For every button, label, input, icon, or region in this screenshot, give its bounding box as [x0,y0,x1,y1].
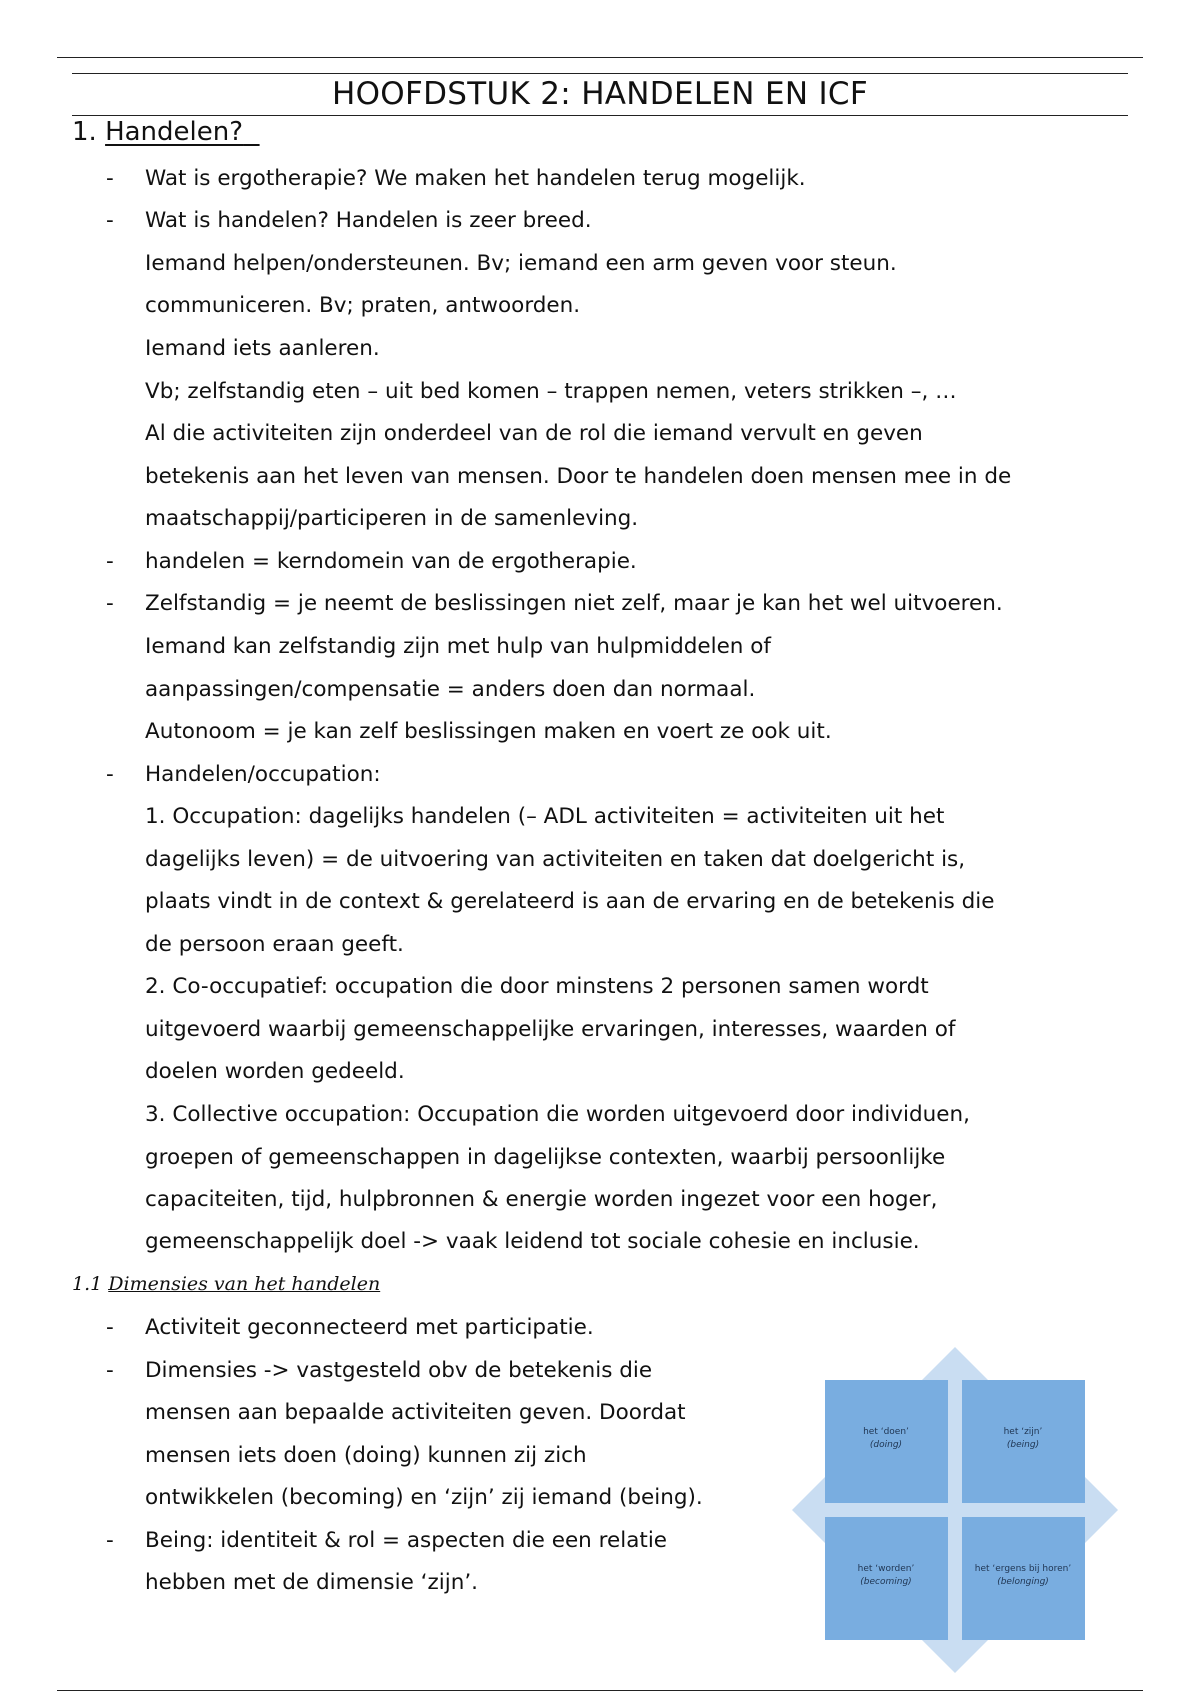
bullet-dash: - [106,208,114,233]
body-line: gemeenschappelijk doel -> vaak leidend tot sociale cohesie en inclusie. [145,1229,920,1254]
body-line: Iemand helpen/ondersteunen. Bv; iemand een arm geven voor steun. [145,251,897,276]
quadrant-doing-sublabel: (doing) [869,1440,903,1450]
body-line: Zelfstandig = je neemt de beslissingen niet zelf, maar je kan het wel uitvoeren. [145,591,1003,616]
dimensions-diagram [790,1345,1120,1675]
section-title: Handelen? [105,117,244,147]
bullet-dash: - [106,762,114,787]
body-line: ontwikkelen (becoming) en ‘zijn’ zij iemand (being). [145,1485,703,1510]
quadrant-being-label: het ‘zijn’ [1003,1427,1043,1437]
subsection-heading [72,1270,380,1298]
body-line: Autonoom = je kan zelf beslissingen maken en voert ze ook uit. [145,719,832,744]
body-line: 1. Occupation: dagelijks handelen (– ADL activiteiten = activiteiten uit het [145,804,945,829]
quadrant-doing-label: het ‘doen’ [863,1427,909,1437]
body-line: maatschappij/participeren in de samenleving. [145,506,639,531]
page-title: HOOFDSTUK 2: HANDELEN EN ICF [331,76,869,112]
quadrant-belonging-label: het ‘ergens bij horen’ [974,1564,1072,1574]
body-line: uitgevoerd waarbij gemeenschappelijke ervaringen, interesses, waarden of [145,1017,956,1042]
body-line: plaats vindt in de context & gerelateerd is aan de ervaring en de betekenis die [145,889,995,914]
body-line: 2. Co-occupatief: occupation die door minstens 2 personen samen wordt [145,974,929,999]
body-line: doelen worden gedeeld. [145,1059,405,1084]
bottom-rule [57,1690,1143,1691]
subsection-number: 1.1 [72,1273,103,1295]
top-rule [57,57,1143,58]
quadrant-belonging-sublabel: (belonging) [997,1577,1049,1587]
section-number: 1. [72,117,97,147]
bullet-dash: - [106,1358,114,1383]
body-line: Iemand kan zelfstandig zijn met hulp van hulpmiddelen of [145,634,771,659]
bullet-dash: - [106,1528,114,1553]
body-line: Handelen/occupation: [145,762,381,787]
bullet-dash: - [106,591,114,616]
dimensions-diagram-svg [790,1345,1120,1675]
body-line: mensen aan bepaalde activiteiten geven. Doordat [145,1400,686,1425]
body-line: hebben met de dimensie ‘zijn’. [145,1570,478,1595]
body-line: capaciteiten, tijd, hulpbronnen & energie worden ingezet voor een hoger, [145,1187,938,1212]
body-line: Being: identiteit & rol = aspecten die een relatie [145,1528,668,1553]
body-line: groepen of gemeenschappen in dagelijkse contexten, waarbij persoonlijke [145,1145,946,1170]
body-line: handelen = kerndomein van de ergotherapie. [145,549,637,574]
body-line: Dimensies -> vastgesteld obv de betekenis die [145,1358,653,1383]
bullet-dash: - [106,549,114,574]
section-heading [72,112,260,152]
body-line: communiceren. Bv; praten, antwoorden. [145,293,581,318]
bullet-dash: - [106,166,114,191]
body-line: dagelijks leven) = de uitvoering van activiteiten en taken dat doelgericht is, [145,847,966,872]
body-line: aanpassingen/compensatie = anders doen dan normaal. [145,677,756,702]
quadrant-becoming-sublabel: (becoming) [860,1577,912,1587]
body-line: Wat is handelen? Handelen is zeer breed. [145,208,592,233]
subsection-title: Dimensies van het handelen [108,1273,381,1295]
body-line: Activiteit geconnecteerd met participatie. [145,1315,594,1340]
body-line: Al die activiteiten zijn onderdeel van de rol die iemand vervult en geven [145,421,923,446]
body-line: Vb; zelfstandig eten – uit bed komen – trappen nemen, veters strikken –, … [145,379,957,404]
body-line: Iemand iets aanleren. [145,336,380,361]
body-line: Wat is ergotherapie? We maken het handelen terug mogelijk. [145,166,806,191]
body-line: mensen iets doen (doing) kunnen zij zich [145,1443,587,1468]
bullet-dash: - [106,1315,114,1340]
quadrant-being-sublabel: (being) [1006,1440,1040,1450]
body-line: 3. Collective occupation: Occupation die worden uitgevoerd door individuen, [145,1102,970,1127]
quadrant-becoming-label: het ‘worden’ [857,1564,915,1574]
body-line: betekenis aan het leven van mensen. Door te handelen doen mensen mee in de [145,464,1012,489]
body-line: de persoon eraan geeft. [145,932,404,957]
